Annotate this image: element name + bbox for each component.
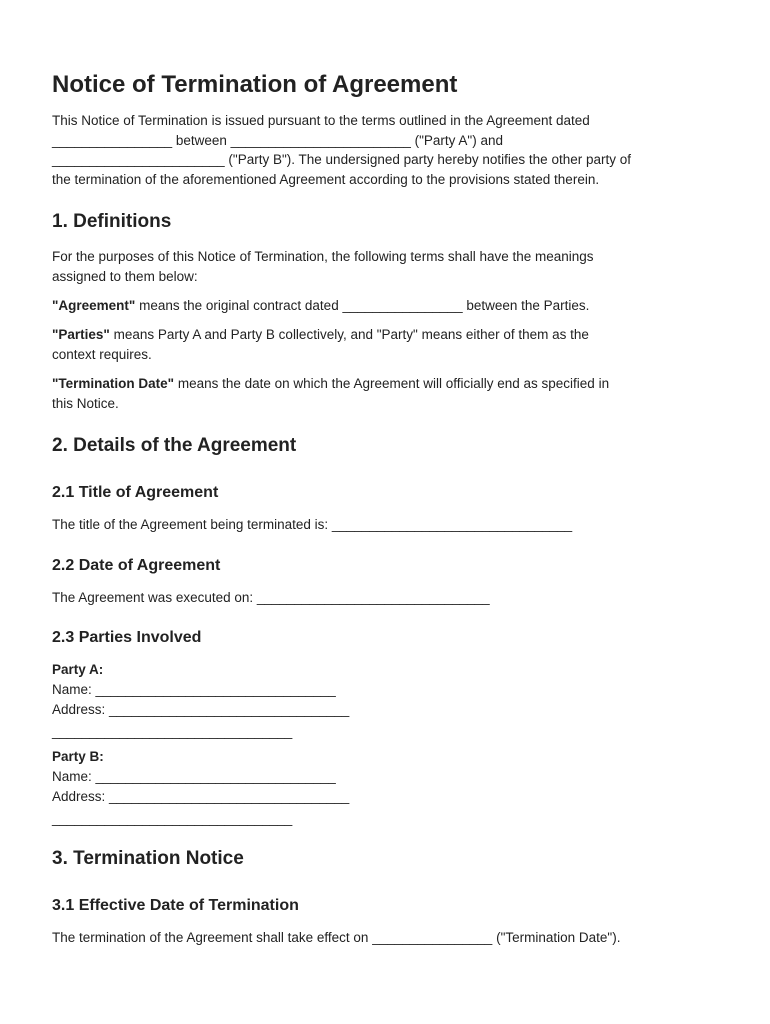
subsection-3-1-heading: 3.1 Effective Date of Termination xyxy=(52,897,299,914)
section-2-heading: 2. Details of the Agreement xyxy=(52,435,297,456)
intro-line-1: This Notice of Termination is issued pursuant to the terms outlined in the Agreement dated xyxy=(52,113,590,128)
definition-term: "Termination Date" xyxy=(52,376,175,391)
party-a-name-field: Name: ________________________________ xyxy=(52,682,336,697)
party-a-address-line-2: ________________________________ xyxy=(52,724,293,739)
subsection-2-2-heading: 2.2 Date of Agreement xyxy=(52,557,221,574)
document-title: Notice of Termination of Agreement xyxy=(52,71,458,98)
definitions-intro-line-2: assigned to them below: xyxy=(52,268,198,284)
party-b-address-line-2: ________________________________ xyxy=(52,811,293,826)
definition-text: means the date on which the Agreement will officially end as specified in xyxy=(174,376,610,391)
definition-term: "Parties" xyxy=(52,327,110,342)
definition-text-continued: this Notice. xyxy=(52,395,119,411)
section-1-heading: 1. Definitions xyxy=(52,211,172,232)
definitions-intro xyxy=(52,247,594,286)
party-a-block xyxy=(52,660,349,742)
party-b-label: Party B: xyxy=(52,749,104,764)
definition-term: "Agreement" xyxy=(52,298,136,313)
intro-line-2: ________________ between ________________________ ("Party A") and xyxy=(52,132,503,148)
definition-text-continued: context requires. xyxy=(52,346,152,362)
definition-parties xyxy=(52,325,589,364)
agreement-date-field: The Agreement was executed on: _______________________________ xyxy=(52,590,490,605)
definition-text: means the original contract dated ________________ between the Parties. xyxy=(135,298,590,313)
agreement-title-field: The title of the Agreement being terminated is: ________________________________ xyxy=(52,517,573,532)
definition-text: means Party A and Party B collectively, and "Party" means either of them as the xyxy=(109,327,589,342)
definition-agreement xyxy=(52,296,589,316)
intro-line-3: _______________________ ("Party B"). The undersigned party hereby notifies the other party of xyxy=(52,152,631,167)
party-a-address-field: Address: ________________________________ xyxy=(52,702,350,717)
party-b-block xyxy=(52,747,349,829)
section-3-heading: 3. Termination Notice xyxy=(52,848,244,869)
intro-line-4: the termination of the aforementioned Agreement according to the provisions stated therein. xyxy=(52,171,600,187)
party-b-name-field: Name: ________________________________ xyxy=(52,769,336,784)
party-a-label: Party A: xyxy=(52,662,104,677)
intro-paragraph xyxy=(52,111,631,189)
subsection-2-1-heading: 2.1 Title of Agreement xyxy=(52,484,219,501)
definitions-intro-line-1: For the purposes of this Notice of Termination, the following terms shall have the meanings xyxy=(52,249,594,264)
definition-termination-date xyxy=(52,374,609,413)
party-b-address-field: Address: ________________________________ xyxy=(52,789,350,804)
termination-date-field: The termination of the Agreement shall take effect on ________________ ("Termination Date"). xyxy=(52,930,621,945)
subsection-2-3-heading: 2.3 Parties Involved xyxy=(52,629,202,646)
